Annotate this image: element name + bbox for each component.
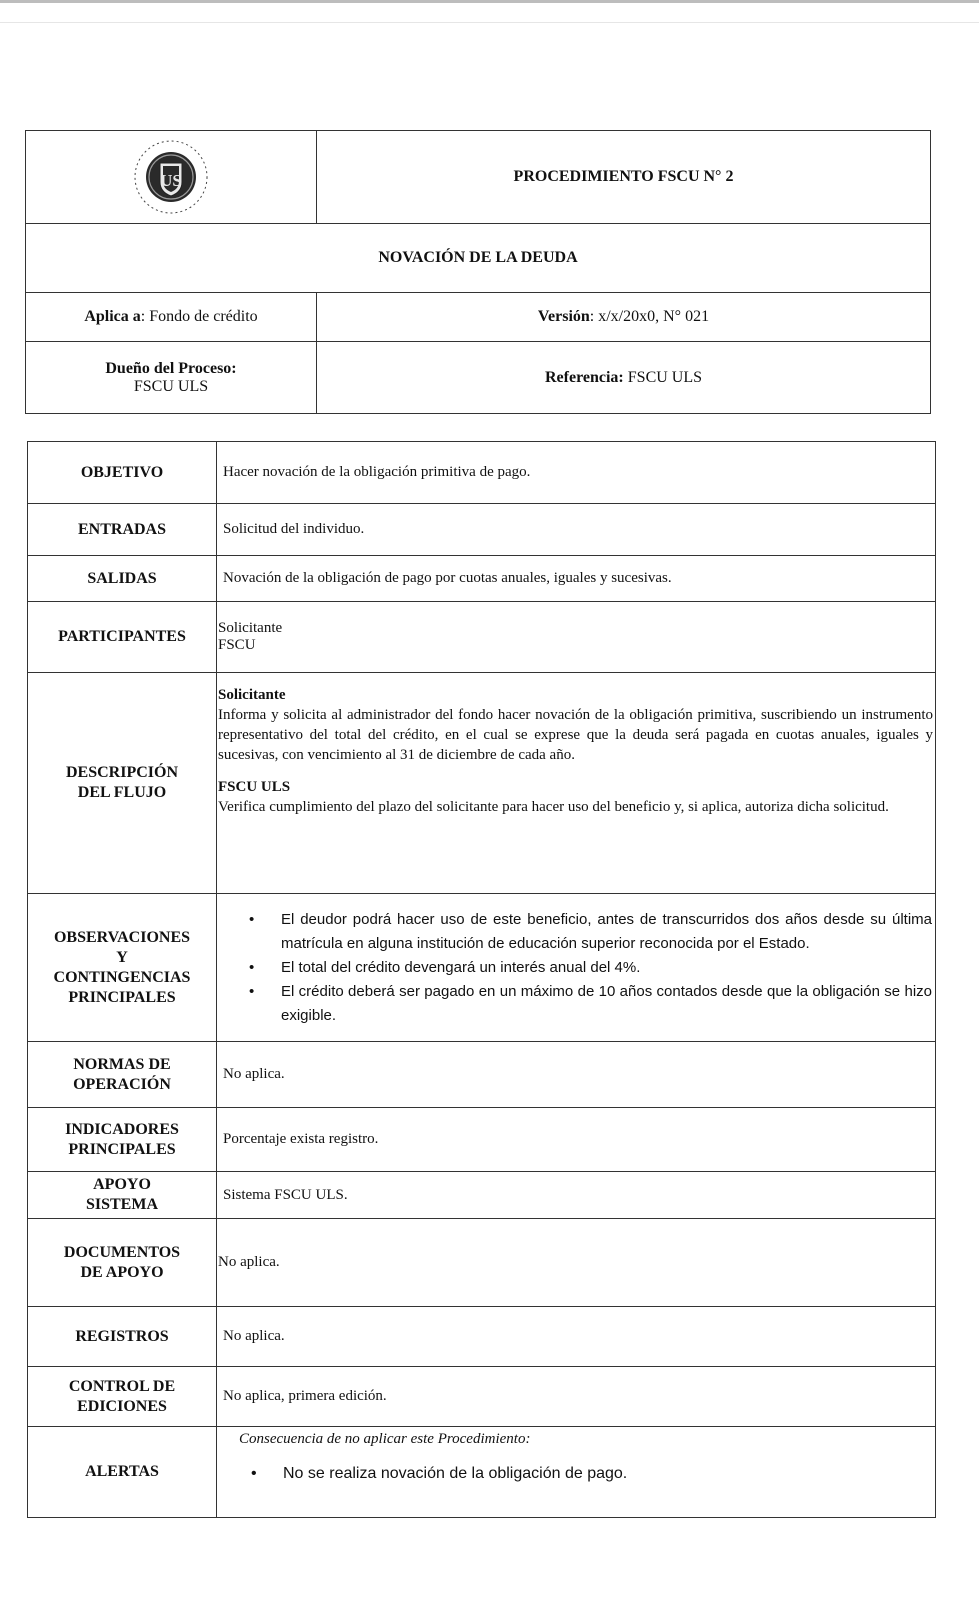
referencia-cell	[317, 342, 931, 414]
normas-label-line1: NORMAS DE	[73, 1055, 171, 1073]
version-label: Versión	[537, 308, 590, 325]
aplica-label: Aplica a	[84, 308, 141, 325]
participantes-value	[217, 602, 936, 673]
svg-text:US: US	[160, 171, 182, 190]
row-normas	[28, 1042, 936, 1108]
row-objetivo	[28, 442, 936, 504]
alertas-intro: Consecuencia de no aplicar este Procedimiento:	[239, 1431, 531, 1447]
salidas-label: SALIDAS	[28, 556, 217, 602]
row-participantes	[28, 602, 936, 673]
observacion-item: • El total del crédito devengará un interés anual del 4%.	[281, 956, 932, 980]
dueno-label: Dueño del Proceso:	[105, 359, 237, 377]
observacion-item: • El crédito deberá ser pagado en un máximo de 10 años contados desde que la obligación se hizo exigible.	[281, 980, 932, 1028]
logo-cell	[26, 131, 317, 224]
row-control	[28, 1367, 936, 1427]
descripcion-actor-solicitante: Solicitante	[218, 687, 286, 703]
observaciones-label-line2: Y	[116, 948, 128, 966]
observaciones-label	[28, 894, 217, 1042]
scan-top-edge	[0, 0, 979, 3]
alertas-list	[239, 1462, 931, 1486]
descripcion-label-line1: DESCRIPCIÓN	[65, 764, 178, 781]
descripcion-value	[217, 673, 936, 894]
row-alertas	[28, 1427, 936, 1518]
indicadores-label-line2: PRINCIPALES	[68, 1140, 176, 1158]
university-seal-icon	[126, 135, 216, 219]
objetivo-value: Hacer novación de la obligación primitiva de pago.	[217, 442, 936, 504]
entradas-value: Solicitud del individuo.	[217, 504, 936, 556]
salidas-value: Novación de la obligación de pago por cuotas anuales, iguales y sucesivas.	[217, 556, 936, 602]
apoyo-label	[28, 1172, 217, 1219]
participante-fscu: FSCU	[218, 637, 256, 653]
observaciones-label-line4: PRINCIPALES	[68, 988, 176, 1006]
row-registros	[28, 1307, 936, 1367]
apoyo-label-line2: SISTEMA	[85, 1196, 159, 1213]
descripcion-text-fscu: Verifica cumplimiento del plazo del solicitante para hacer uso del beneficio y, si aplica, autoriza dicha solicitud.	[218, 799, 889, 815]
procedure-body-table	[27, 441, 936, 1518]
alertas-label: ALERTAS	[28, 1427, 217, 1518]
aplica-value: : Fondo de crédito	[140, 308, 258, 325]
indicadores-label-line1: INDICADORES	[65, 1120, 179, 1138]
objetivo-label: OBJETIVO	[28, 442, 217, 504]
alertas-value	[217, 1427, 936, 1518]
observaciones-label-line3: CONTINGENCIAS	[53, 968, 191, 986]
row-descripcion	[28, 673, 936, 894]
row-salidas	[28, 556, 936, 602]
row-apoyo	[28, 1172, 936, 1219]
participantes-label: PARTICIPANTES	[28, 602, 217, 673]
row-documentos	[28, 1219, 936, 1307]
indicadores-label	[28, 1108, 217, 1172]
normas-label	[28, 1042, 217, 1108]
aplica-cell	[26, 293, 317, 342]
control-value: No aplica, primera edición.	[217, 1367, 936, 1427]
scan-line	[0, 22, 979, 23]
indicadores-value: Porcentaje exista registro.	[217, 1108, 936, 1172]
row-entradas	[28, 504, 936, 556]
observaciones-list	[223, 908, 932, 1028]
observaciones-value	[217, 894, 936, 1042]
documentos-value: No aplica.	[217, 1219, 936, 1307]
dueno-value: FSCU ULS	[133, 377, 209, 395]
version-cell	[317, 293, 931, 342]
descripcion-text-solicitante: Informa y solicita al administrador del fondo hacer novación de la obligación primitiva, suscribiendo un instrumento representativo del total del crédito, en el cual se exprese que la deuda será pagada en cuotas anuales, iguales y sucesivas, con vencimiento al 31 de diciembre de cada año.	[218, 707, 933, 763]
control-label-line2: EDICIONES	[77, 1397, 167, 1415]
documentos-label-line2: DE APOYO	[80, 1263, 164, 1281]
procedure-subtitle: NOVACIÓN DE LA DEUDA	[26, 224, 931, 293]
procedure-title: PROCEDIMIENTO FSCU N° 2	[317, 131, 931, 224]
documentos-label	[28, 1219, 217, 1307]
descripcion-label	[28, 673, 217, 894]
documentos-label-line1: DOCUMENTOS	[63, 1243, 181, 1261]
referencia-label: Referencia:	[544, 368, 624, 386]
observaciones-label-line1: OBSERVACIONES	[53, 928, 191, 946]
dueno-cell	[26, 342, 317, 414]
alerta-item: • No se realiza novación de la obligación de pago.	[283, 1462, 931, 1486]
control-label	[28, 1367, 217, 1427]
descripcion-actor-fscu: FSCU ULS	[218, 779, 291, 795]
apoyo-label-line1: APOYO	[93, 1176, 151, 1193]
normas-label-line2: OPERACIÓN	[73, 1075, 171, 1093]
observacion-item: • El deudor podrá hacer uso de este beneficio, antes de transcurridos dos años desde su última matrícula en alguna institución de educación superior reconocida por el Estado.	[281, 908, 932, 956]
normas-value: No aplica.	[217, 1042, 936, 1108]
procedure-header-table	[25, 130, 931, 414]
apoyo-value: Sistema FSCU ULS.	[217, 1172, 936, 1219]
control-label-line1: CONTROL DE	[68, 1377, 176, 1395]
registros-value: No aplica.	[217, 1307, 936, 1367]
descripcion-label-line2: DEL FLUJO	[77, 784, 167, 801]
row-indicadores	[28, 1108, 936, 1172]
referencia-value: FSCU ULS	[627, 368, 703, 386]
version-value: : x/x/20x0, N° 021	[589, 308, 710, 325]
entradas-label: ENTRADAS	[28, 504, 217, 556]
participante-solicitante: Solicitante	[218, 620, 283, 636]
registros-label: REGISTROS	[28, 1307, 217, 1367]
row-observaciones	[28, 894, 936, 1042]
